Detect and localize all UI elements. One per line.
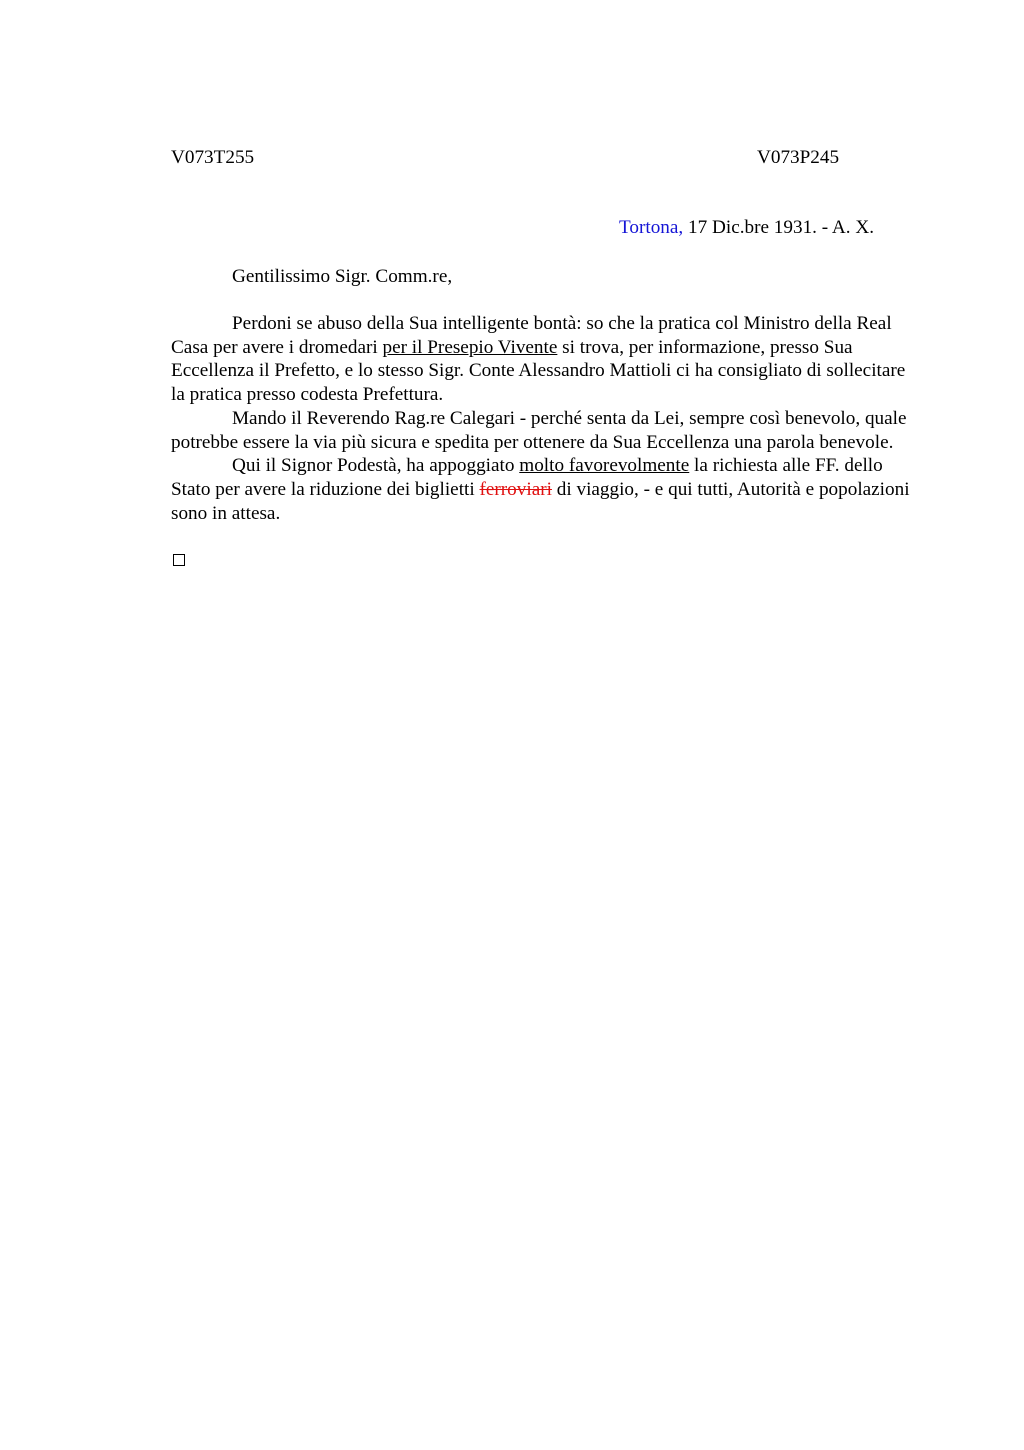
paragraph-2: Mando il Reverendo Rag.re Calegari - perché senta da Lei, sempre così benevolo, quale potrebbe essere la via più sicura e spedita per ottenere da Sua Eccellenza una parola benevole. [171,407,907,453]
paragraph-3 [171,454,921,525]
letter-body [171,312,921,525]
paragraph-1-text-b: si trova, per informazione, presso Sua Eccellenza il Prefetto, e lo stesso Sigr. Conte Alessandro Mattioli ci ha consigliato di sollecitare la pratica presso codesta Prefettura. [171,336,906,406]
document-reference-left: V073T255 [171,147,255,168]
underlined-phrase: per il Presepio Vivente [382,336,558,358]
paragraph-3-text-a: Qui il Signor Podestà, ha appoggiato [232,455,520,477]
paragraph-1 [171,312,921,407]
end-box-icon [173,554,185,566]
paragraph-1-text-a: Perdoni se abuso della Sua intelligente bontà: so che la pratica col Ministro della Real Casa per avere i dromedari [171,313,892,358]
dateline-date: 17 Dic.bre 1931. - A. X. [683,217,874,238]
paragraph-3-text-c: di viaggio, - e qui tutti, Autorità e popolazioni sono in attesa. [171,478,910,524]
document-reference-right: V073P245 [757,147,840,168]
underlined-phrase: molto favorevolmente [519,455,690,477]
struck-word: ferroviari [479,478,552,500]
dateline [560,216,874,240]
dateline-place: Tortona, [619,217,684,238]
salutation: Gentilissimo Sigr. Comm.re, [232,266,453,287]
paragraph-3-text-b: la richiesta alle FF. dello Stato per avere la riduzione dei biglietti [171,455,883,500]
